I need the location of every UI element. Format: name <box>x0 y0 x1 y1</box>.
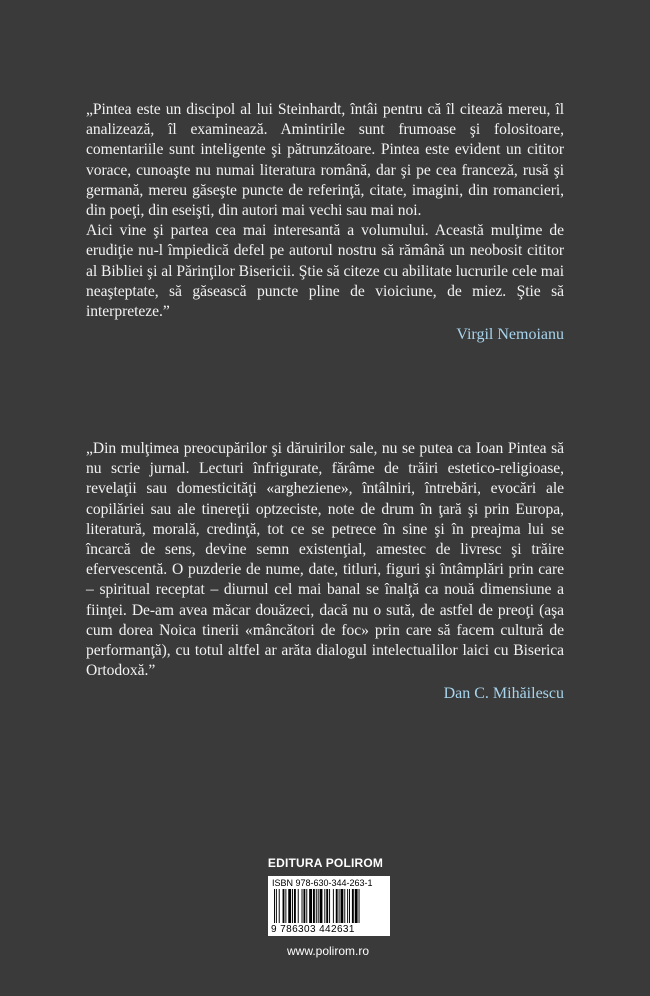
barcode-bar <box>339 889 340 923</box>
quote-block-nemoianu <box>86 100 564 345</box>
barcode-bar <box>309 889 312 923</box>
quote-block-mihailescu <box>86 439 564 704</box>
barcode-digits: 9 786303 442631 <box>271 924 355 935</box>
quote-author: Dan C. Mihăilescu <box>443 685 564 703</box>
barcode-bar <box>355 889 358 923</box>
barcode-bar <box>336 889 338 923</box>
barcode-bar <box>329 889 330 923</box>
barcode-bar <box>279 889 280 923</box>
publisher-website: www.polirom.ro <box>286 944 370 958</box>
barcode-bar <box>283 889 285 923</box>
barcode-bar <box>318 889 319 923</box>
barcode-bar <box>306 889 307 923</box>
barcode-bar <box>324 889 325 923</box>
barcode-bar <box>320 889 323 923</box>
barcode-bar <box>276 889 277 923</box>
barcode-bars-icon <box>274 889 384 923</box>
barcode-bar <box>349 889 350 923</box>
isbn-label: ISBN 978-630-344-263-1 <box>272 878 373 888</box>
barcode-bar <box>344 889 345 923</box>
quote-paragraph: Aici vine şi partea cea mai interesantă a volumului. Această mulţime de erudiţie nu-l împiedică defel pe autorul nostru să rămână un neobosit cititor al Bibliei şi al Părinţilor Bisericii. Ştie să citeze cu abilitate lucrurile cele mai neaşteptate, să găsească puncte pline de vioiciune, de miez. Ştie să interpreteze.” <box>86 222 564 321</box>
barcode-bar <box>341 889 344 923</box>
barcode-bar <box>302 889 303 923</box>
barcode-bar <box>359 889 360 923</box>
barcode-bar <box>333 889 334 923</box>
barcode-bar <box>313 889 315 923</box>
barcode-bar <box>288 889 291 923</box>
barcode-bar <box>298 889 299 923</box>
quote-paragraph: „Din mulţimea preocupărilor şi dăruirilor sale, nu se putea ca Ioan Pintea să nu scrie jurnal. Lecturi înfrigurate, fărâme de trăiri estetico-religioase, revelaţii sau domesticităţi «argheziene», întâlniri, întrebări, evocări ale copilăriei sau ale tinereţii optzeciste, note de drum în ţară şi prin Europa, literatură, morală, credinţă, tot ce se petrece în sine şi în preajma lui se încarcă de sens, devine semn existenţial, amestec de livresc şi trăire efervescentă. O puzderie de nume, date, titluri, figuri şi întâmplări prin care – spiritual receptat – diurnul cel mai banal se înalţă ca nouă dimensiune a fiinţei. De-am avea măcar douăzeci, dacă nu o sută, de astfel de preoţi (aşa cum dorea Noica tinerii «mâncători de foc» prin care să facem cultură de performanţă), cu totul altfel ar arăta dialogul intelectualilor laici cu Biserica Ortodoxă.” <box>86 440 564 680</box>
barcode-bar <box>347 889 348 923</box>
barcode-bar <box>294 889 296 923</box>
quote-author: Virgil Nemoianu <box>456 326 564 344</box>
barcode-bar <box>352 889 354 923</box>
barcode-bar <box>292 889 293 923</box>
barcode-bar <box>274 889 275 923</box>
quote-paragraph: „Pintea este un discipol al lui Steinhardt, întâi pentru că îl citează mereu, îl analizează, îl examinează. Amintirile sunt frumoase şi folositoare, comentariile sunt inteligente şi pătrunzătoare. Pintea este evident un cititor vorace, cunoaşte nu numai literatura română, dar şi pe cea franceză, rusă şi germană, mereu găseşte puncte de referinţă, citate, imagini, din romancieri, din poeţi, din eseişti, din autori mai vechi sau mai noi. <box>86 101 564 220</box>
barcode-bar <box>285 889 286 923</box>
barcode-bar <box>303 889 305 923</box>
barcode-bar <box>316 889 317 923</box>
publisher-name: EDITURA POLIROM <box>267 856 384 870</box>
isbn-barcode <box>268 876 390 936</box>
barcode-bar <box>326 889 328 923</box>
